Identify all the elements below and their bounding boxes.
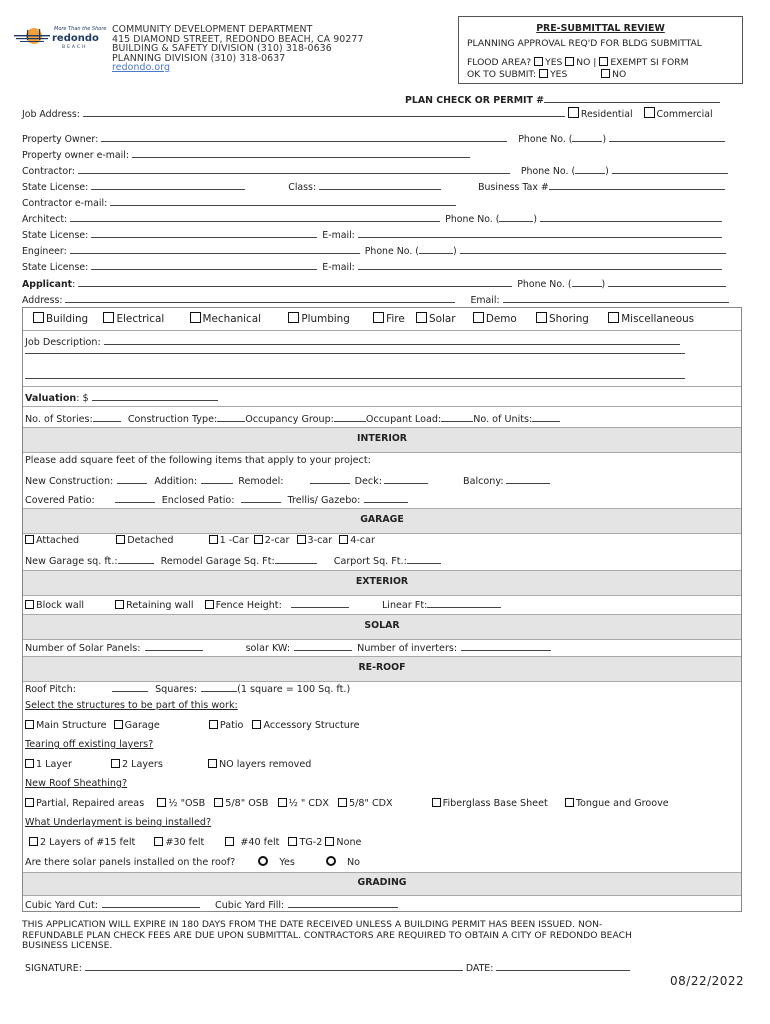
car4-label: 4-car	[350, 535, 375, 546]
cubic-yard-cut-input[interactable]	[102, 898, 200, 908]
commercial-checkbox[interactable]	[644, 107, 655, 118]
address-label: Address:	[22, 295, 63, 306]
contractor-email-label: Contractor e-mail:	[22, 198, 108, 209]
osb-half-checkbox[interactable]	[157, 798, 166, 807]
garage-type-row	[25, 535, 375, 546]
solar-kw-label: solar KW:	[245, 643, 291, 654]
building-division: BUILDING & SAFETY DIVISION (310) 318-0636	[112, 43, 332, 54]
felt30-label: #30 felt	[165, 837, 205, 848]
job-description-row	[25, 335, 680, 348]
solar-panels-label: Number of Solar Panels:	[25, 643, 141, 654]
architect-row: Architect: Phone No. ( )	[22, 212, 722, 225]
property-owner-label: Property Owner:	[22, 134, 99, 145]
ok-no-label: NO	[612, 69, 627, 80]
fiberglass-label: Fiberglass Base Sheet	[442, 798, 548, 809]
tongue-groove-checkbox[interactable]	[565, 798, 574, 807]
solar-installed-question: Are there solar panels installed on the roof?	[25, 857, 236, 868]
block-wall-label: Block wall	[36, 600, 85, 611]
car1-label: 1 -Car	[219, 535, 249, 546]
cdx-58-checkbox[interactable]	[338, 798, 347, 807]
engineer-phone-area[interactable]	[419, 244, 453, 254]
accessory-label: Accessory Structure	[263, 720, 360, 731]
trellis-input[interactable]	[364, 493, 408, 503]
residential-label: Residential	[580, 109, 633, 120]
property-owner-input[interactable]	[101, 132, 507, 142]
tearing-question: Tearing off existing layers?	[25, 739, 154, 750]
select-structures-question: Select the structures to be part of this work:	[25, 700, 238, 711]
business-tax-label: Business Tax #	[478, 182, 549, 193]
notice-line-2: REFUNDABLE PLAN CHECK FEES ARE DUE UPON SUBMITTAL. CONTRACTORS ARE REQUIRED TO OBTAIN A CITY OF REDONDO BEACH	[22, 929, 632, 941]
exempt-label: EXEMPT SI FORM	[610, 57, 689, 68]
owner-email-label: Property owner e-mail:	[22, 150, 129, 161]
shoring-checkbox[interactable]	[536, 312, 547, 323]
engineer-row: Engineer: Phone No. ( )	[22, 244, 726, 257]
exterior-header: EXTERIOR	[23, 570, 741, 596]
state-license-label: State License:	[22, 182, 89, 193]
signature-row	[25, 961, 630, 974]
remodel-garage-label: Remodel Garage Sq. Ft:	[160, 556, 275, 567]
felt15-label: 2 Layers of #15 felt	[40, 837, 136, 848]
presubmittal-title: PRE-SUBMITTAL REVIEW	[536, 23, 665, 34]
carport-input[interactable]	[407, 554, 441, 564]
architect-phone-input[interactable]	[540, 212, 722, 222]
solar-no-label: No	[347, 857, 361, 868]
attached-checkbox[interactable]	[25, 535, 34, 544]
fence-height-label: Fence Height:	[215, 600, 282, 611]
valuation-sym: : $	[76, 393, 89, 404]
covered-patio-input[interactable]	[115, 493, 155, 503]
grading-row	[25, 898, 398, 911]
business-tax-input[interactable]	[549, 180, 725, 190]
dept-address: 415 DIAMOND STREET, REDONDO BEACH, CA 90277	[112, 33, 364, 45]
remodel-input[interactable]	[310, 474, 350, 484]
construction-type-label: Construction Type:	[127, 414, 218, 425]
solar-checkbox[interactable]	[416, 312, 427, 323]
reroof-header: RE-ROOF	[23, 656, 741, 682]
contractor-phone-area[interactable]	[575, 164, 605, 174]
applicant-row: Applicant: Phone No. ( )	[22, 277, 726, 290]
valuation-input[interactable]	[92, 391, 218, 401]
owner-phone-label: Phone No. (	[518, 134, 573, 145]
applicant-email-input[interactable]	[503, 293, 729, 303]
patio-label: Patio	[219, 720, 244, 731]
partial-label: Partial, Repaired areas	[36, 798, 145, 809]
engineer-license-input[interactable]	[91, 260, 317, 270]
car4-checkbox[interactable]	[339, 535, 348, 544]
main-structure-checkbox[interactable]	[25, 720, 34, 729]
exempt-checkbox[interactable]	[599, 57, 608, 66]
job-description-label: Job Description:	[25, 337, 101, 348]
permit-type-mechanical: Mechanical	[202, 313, 262, 325]
deck-label: Deck:	[354, 476, 382, 487]
units-input[interactable]	[532, 412, 560, 422]
permit-type-fire: Fire	[386, 313, 405, 325]
presubmittal-subtitle: PLANNING APPROVAL REQ'D FOR BLDG SUBMITTAL	[467, 38, 702, 49]
address-input[interactable]	[65, 293, 455, 303]
retaining-wall-checkbox[interactable]	[115, 600, 124, 609]
roof-pitch-input[interactable]	[112, 682, 148, 692]
permit-type-miscellaneous: Miscellaneous	[621, 313, 695, 325]
car2-checkbox[interactable]	[254, 535, 263, 544]
electrical-checkbox[interactable]	[103, 312, 114, 323]
property-owner-row: Property Owner: Phone No. ( )	[22, 132, 725, 145]
balcony-label: Balcony:	[463, 476, 504, 487]
car1-checkbox[interactable]	[209, 535, 218, 544]
presubmittal-box	[458, 16, 743, 84]
osb-half-label: ½ "OSB	[168, 798, 206, 809]
form-revision-date: 08/22/2022	[670, 974, 745, 988]
commercial-label: Commercial	[656, 109, 713, 120]
inverters-label: Number of inverters:	[357, 643, 458, 654]
engineer-input[interactable]	[70, 244, 360, 254]
tg2-checkbox[interactable]	[288, 837, 297, 846]
applicant-phone-area[interactable]	[572, 277, 602, 287]
contractor-row: Contractor: Phone No. ( )	[22, 164, 728, 177]
department-header	[112, 25, 364, 73]
owner-phone-area[interactable]	[572, 132, 602, 142]
plumbing-checkbox[interactable]	[288, 312, 299, 323]
interior-instruction: Please add square feet of the following items that apply to your project:	[25, 455, 371, 466]
trellis-label: Trellis/ Gazebo:	[287, 495, 361, 506]
cubic-yard-cut-label: Cubic Yard Cut:	[25, 900, 98, 911]
one-layer-label: 1 Layer	[36, 759, 72, 770]
engineer-label: Engineer:	[22, 246, 67, 257]
garage-structure-checkbox[interactable]	[114, 720, 123, 729]
interior-row-1	[25, 474, 550, 487]
remodel-garage-input[interactable]	[275, 554, 317, 564]
linear-ft-input[interactable]	[427, 598, 501, 608]
patio-checkbox[interactable]	[209, 720, 218, 729]
miscellaneous-checkbox[interactable]	[608, 312, 619, 323]
retaining-wall-label: Retaining wall	[126, 600, 194, 611]
occupant-load-input[interactable]	[441, 412, 473, 422]
interior-row-2	[25, 493, 408, 506]
building-checkbox[interactable]	[33, 312, 44, 323]
car3-checkbox[interactable]	[297, 535, 306, 544]
enclosed-patio-input[interactable]	[241, 493, 281, 503]
engineer-phone-input[interactable]	[460, 244, 726, 254]
architect-license-row	[22, 228, 722, 241]
carport-label: Carport Sq. Ft.:	[333, 556, 407, 567]
addition-label: Addition:	[154, 476, 198, 487]
planning-division: PLANNING DIVISION (310) 318-0637	[112, 52, 286, 64]
osb-58-checkbox[interactable]	[214, 798, 223, 807]
sheathing-row	[25, 798, 669, 809]
detached-checkbox[interactable]	[116, 535, 125, 544]
architect-phone-area[interactable]	[499, 212, 533, 222]
squares-label: Squares:	[155, 684, 198, 695]
plan-check-input[interactable]	[544, 93, 720, 103]
occupant-load-label: Occupant Load:	[365, 414, 442, 425]
squares-input[interactable]	[201, 682, 237, 692]
solar-yes-radio[interactable]	[258, 856, 268, 866]
date-input[interactable]	[496, 961, 630, 971]
main-structure-label: Main Structure	[36, 720, 107, 731]
plan-check-row	[405, 93, 720, 106]
units-label: No. of Units:	[473, 414, 533, 425]
permit-type-shoring: Shoring	[549, 313, 589, 325]
tongue-groove-label: Tongue and Groove	[575, 798, 669, 809]
fence-checkbox[interactable]	[205, 600, 214, 609]
owner-email-row	[22, 148, 470, 161]
stories-label: No. of Stories:	[25, 414, 93, 425]
partial-checkbox[interactable]	[25, 798, 34, 807]
car2-label: 2-car	[264, 535, 290, 546]
felt40-checkbox[interactable]	[225, 837, 234, 846]
mechanical-checkbox[interactable]	[190, 312, 201, 323]
owner-phone-input[interactable]	[609, 132, 725, 142]
ok-no-checkbox[interactable]	[601, 69, 610, 78]
ok-label: OK TO SUBMIT:	[467, 69, 537, 80]
cubic-yard-fill-label: Cubic Yard Fill:	[215, 900, 285, 911]
contractor-phone-label: Phone No. (	[520, 166, 576, 177]
solar-row	[25, 641, 551, 654]
flood-yes-label: YES	[545, 57, 563, 68]
two-layers-checkbox[interactable]	[111, 759, 120, 768]
valuation-row	[25, 391, 218, 404]
cubic-yard-fill-input[interactable]	[288, 898, 398, 908]
applicant-phone-label: Phone No. (	[517, 279, 572, 290]
garage-structure-label: Garage	[124, 720, 160, 731]
none-label: None	[336, 837, 362, 848]
contractor-email-input[interactable]	[110, 196, 456, 206]
address-row	[22, 293, 729, 306]
block-wall-checkbox[interactable]	[25, 600, 34, 609]
ok-to-submit-row	[467, 69, 626, 80]
applicant-label: Applicant	[22, 279, 73, 290]
class-label: Class:	[288, 182, 317, 193]
logo-name: redondo	[52, 33, 99, 44]
job-address-label: Job Address:	[22, 109, 80, 120]
job-description-input[interactable]	[104, 335, 680, 345]
solar-installed-row	[25, 856, 360, 868]
stories-input[interactable]	[93, 412, 121, 422]
engineer-license-row	[22, 260, 722, 273]
permit-type-building: Building	[46, 313, 89, 325]
flood-label: FLOOD AREA?	[467, 57, 532, 68]
redondo-logo	[12, 24, 107, 52]
layers-row	[25, 759, 311, 770]
engineer-license-label: State License:	[22, 262, 89, 273]
job-description-line-2[interactable]	[25, 353, 685, 354]
accessory-checkbox[interactable]	[252, 720, 261, 729]
new-garage-input[interactable]	[118, 554, 154, 564]
class-input[interactable]	[319, 180, 441, 190]
permit-types-row	[33, 312, 694, 325]
engineer-email-label: E-mail:	[322, 262, 355, 273]
solar-header: SOLAR	[23, 614, 741, 640]
applicant-input[interactable]	[78, 277, 512, 287]
enclosed-patio-label: Enclosed Patio:	[161, 495, 235, 506]
owner-email-input[interactable]	[132, 148, 470, 158]
occupancy-group-input[interactable]	[334, 412, 366, 422]
interior-header: INTERIOR	[23, 428, 741, 453]
job-description-line-3[interactable]	[25, 378, 685, 379]
linear-ft-label: Linear Ft:	[381, 600, 428, 611]
residential-checkbox[interactable]	[568, 107, 579, 118]
exterior-row	[25, 598, 501, 611]
building-stats-row	[25, 412, 560, 425]
flood-no-checkbox[interactable]	[565, 57, 574, 66]
one-layer-checkbox[interactable]	[25, 759, 34, 768]
contractor-label: Contractor:	[22, 166, 75, 177]
no-layers-checkbox[interactable]	[208, 759, 217, 768]
flood-yes-checkbox[interactable]	[534, 57, 543, 66]
permit-type-electrical: Electrical	[116, 313, 165, 325]
garage-sqft-row	[25, 554, 441, 567]
plan-check-label: PLAN CHECK OR PERMIT #	[405, 95, 545, 106]
felt15-checkbox[interactable]	[29, 837, 38, 846]
contractor-email-row	[22, 196, 456, 209]
website-link[interactable]: redondo.org	[112, 62, 171, 73]
cdx-58-label: 5/8" CDX	[349, 798, 393, 809]
architect-input[interactable]	[70, 212, 440, 222]
notice-line-3: BUSINESS LICENSE.	[22, 940, 113, 951]
ok-yes-checkbox[interactable]	[539, 69, 548, 78]
construction-type-input[interactable]	[217, 412, 245, 422]
job-address-row	[22, 107, 713, 120]
architect-license-label: State License:	[22, 230, 89, 241]
flood-no-label: NO |	[576, 57, 597, 68]
new-garage-label: New Garage sq. ft.:	[25, 556, 118, 567]
square-note: (1 square = 100 Sq. ft.)	[237, 684, 351, 695]
new-construction-input[interactable]	[117, 474, 147, 484]
permit-type-plumbing: Plumbing	[301, 313, 350, 325]
logo-sub: BEACH	[62, 45, 88, 50]
remodel-label: Remodel:	[238, 476, 284, 487]
car3-label: 3-car	[307, 535, 333, 546]
contractor-input[interactable]	[78, 164, 510, 174]
architect-email-label: E-mail:	[322, 230, 355, 241]
addition-input[interactable]	[201, 474, 233, 484]
permit-type-demo: Demo	[485, 313, 517, 325]
inverters-input[interactable]	[461, 641, 551, 651]
cdx-half-checkbox[interactable]	[278, 798, 287, 807]
no-layers-label: NO layers removed	[218, 759, 312, 770]
dept-name: COMMUNITY DEVELOPMENT DEPARTMENT	[112, 24, 313, 35]
fire-checkbox[interactable]	[373, 312, 384, 323]
solar-panels-input[interactable]	[145, 641, 203, 651]
felt30-checkbox[interactable]	[154, 837, 163, 846]
cdx-half-label: ½ " CDX	[288, 798, 329, 809]
fence-height-input[interactable]	[291, 598, 349, 608]
none-checkbox[interactable]	[325, 837, 334, 846]
deck-input[interactable]	[384, 474, 428, 484]
underlayment-question: What Underlayment is being installed?	[25, 817, 212, 828]
contractor-license-input[interactable]	[91, 180, 245, 190]
tg2-label: TG-2	[299, 837, 323, 848]
architect-license-input[interactable]	[91, 228, 317, 238]
new-construction-label: New Construction:	[25, 476, 114, 487]
signature-label: SIGNATURE:	[25, 963, 82, 974]
permit-type-solar: Solar	[429, 313, 456, 325]
signature-input[interactable]	[85, 961, 463, 971]
solar-yes-label: Yes	[279, 857, 295, 868]
covered-patio-label: Covered Patio:	[25, 495, 95, 506]
underlayment-row	[25, 837, 361, 848]
notice-line-1: THIS APPLICATION WILL EXPIRE IN 180 DAYS FROM THE DATE RECEIVED UNLESS A BUILDING PERMIT HAS BEEN ISSUED. NON-	[22, 919, 603, 930]
balcony-input[interactable]	[506, 474, 550, 484]
applicant-phone-input[interactable]	[608, 277, 726, 287]
solar-kw-input[interactable]	[294, 641, 352, 651]
permit-details-table	[22, 307, 742, 912]
flood-area-row	[467, 57, 689, 68]
osb-58-label: 5/8" OSB	[225, 798, 269, 809]
grading-header: GRADING	[23, 872, 741, 896]
demo-checkbox[interactable]	[473, 312, 484, 323]
applicant-email-label: Email:	[470, 295, 500, 306]
architect-phone-label: Phone No. (	[445, 214, 500, 225]
roof-pitch-label: Roof Pitch:	[25, 684, 76, 695]
felt40-label: #40 felt	[240, 837, 280, 848]
ok-yes-label: YES	[550, 69, 568, 80]
contractor-phone-input[interactable]	[612, 164, 728, 174]
fiberglass-checkbox[interactable]	[432, 798, 441, 807]
solar-no-radio[interactable]	[326, 856, 336, 866]
engineer-email-input[interactable]	[358, 260, 722, 270]
contractor-license-row	[22, 180, 725, 193]
structures-row	[25, 720, 359, 731]
sheathing-question: New Roof Sheathing?	[25, 778, 128, 789]
valuation-label: Valuation	[25, 393, 77, 404]
architect-email-input[interactable]	[358, 228, 722, 238]
attached-label: Attached	[36, 535, 80, 546]
occupancy-group-label: Occupancy Group:	[245, 414, 334, 425]
expiration-notice	[22, 920, 632, 952]
date-label: DATE:	[465, 963, 494, 974]
engineer-phone-label: Phone No. (	[364, 246, 419, 257]
architect-label: Architect:	[22, 214, 68, 225]
roof-pitch-row	[25, 682, 350, 695]
garage-header: GARAGE	[23, 508, 741, 534]
detached-label: Detached	[127, 535, 174, 546]
job-address-input[interactable]	[83, 107, 565, 117]
logo-tagline: More Than the Shore	[54, 26, 107, 32]
two-layers-label: 2 Layers	[121, 759, 163, 770]
